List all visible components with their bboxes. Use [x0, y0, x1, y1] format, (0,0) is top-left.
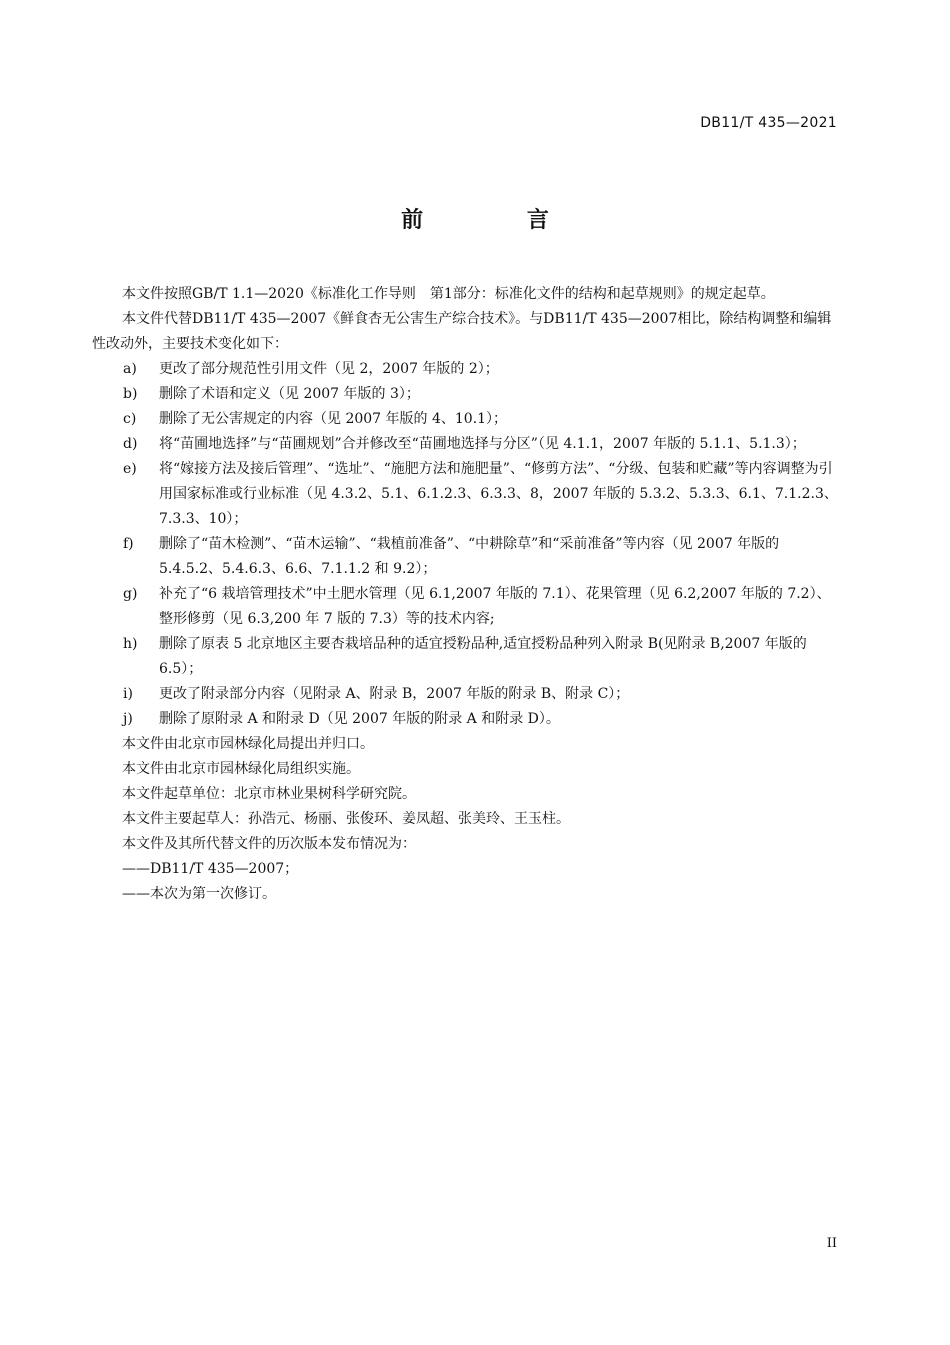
list-item [92, 532, 838, 582]
history-item: ——DB11/T 435—2007； [122, 861, 299, 877]
list-item [92, 407, 838, 432]
list-item-text: 删除了原表 5 北京地区主要杏栽培品种的适宜授粉品种,适宜授粉品种列入附录 B(见附录 B,2007 年版的 6.5）； [159, 636, 807, 677]
list-item [92, 382, 838, 407]
list-marker: d) [123, 436, 138, 452]
document-code: DB11/T 435—2021 [700, 115, 837, 131]
list-marker: h) [123, 636, 138, 652]
list-marker: e) [123, 461, 137, 477]
list-marker: g) [123, 586, 138, 602]
page-number: II [826, 1236, 837, 1251]
list-item-text: 将“苗圃地选择”与“苗圃规划”合并修改至“苗圃地选择与分区”（见 4.1.1，2007 年版的 5.1.1、5.1.3）； [159, 436, 806, 452]
list-item-text: 更改了附录部分内容（见附录 A、附录 B，2007 年版的附录 B、附录 C）； [159, 686, 630, 702]
list-item-text: 更改了部分规范性引用文件（见 2，2007 年版的 2）； [159, 361, 499, 377]
list-item-text: 删除了术语和定义（见 2007 年版的 3）； [159, 386, 420, 402]
list-marker: c) [123, 411, 137, 427]
list-item-text: 删除了无公害规定的内容（见 2007 年版的 4、10.1）； [159, 411, 508, 427]
list-item-text: 删除了原附录 A 和附录 D（见 2007 年版的附录 A 和附录 D）。 [159, 711, 560, 727]
paragraph-drafting-unit: 本文件起草单位：北京市林业果树科学研究院。 [122, 786, 416, 802]
list-marker: f) [123, 536, 134, 552]
foreword-body [92, 282, 838, 907]
list-item [92, 632, 838, 682]
list-item [92, 457, 838, 532]
list-marker: b) [123, 386, 138, 402]
page-title: 前 言 [401, 208, 597, 233]
list-item-text: 将“嫁接方法及接后管理”、“选址”、“施肥方法和施肥量”、“修剪方法”、“分级、包装和贮藏”等内容调整为引用国家标准或行业标准（见 4.3.2、5.1、6.1.2.3、6.3.3、8，2007 年版的 5.3.2、5.3.3、6.1、7.1.2.3、7.3.3、10）； [159, 461, 838, 527]
list-item [92, 357, 838, 382]
paragraph-history: 本文件及其所代替文件的历次版本发布情况为： [122, 836, 416, 852]
history-item: ——本次为第一次修订。 [122, 886, 276, 902]
list-item [92, 682, 838, 707]
list-marker: i) [123, 686, 133, 702]
paragraph-proposer: 本文件由北京市园林绿化局提出并归口。 [122, 736, 374, 752]
list-item-text: 补充了“6 栽培管理技术”中土肥水管理（见 6.1,2007 年版的 7.1）、花果管理（见 6.2,2007 年版的 7.2）、整形修剪（见 6.3,200 年 7 版的 7.3）等的技术内容; [159, 586, 831, 627]
list-item [92, 707, 838, 732]
paragraph-drafting-rule: 本文件按照GB/T 1.1—2020《标准化工作导则 第1部分：标准化文件的结构和起草规则》的规定起草。 [122, 286, 775, 302]
list-marker: j) [123, 711, 133, 727]
paragraph-replacement: 本文件代替DB11/T 435—2007《鲜食杏无公害生产综合技术》。与DB11/T 435—2007相比，除结构调整和编辑性改动外，主要技术变化如下： [92, 311, 832, 352]
list-item-text: 删除了“苗木检测”、“苗木运输”、“栽植前准备”、“中耕除草”和“采前准备”等内容（见 2007 年版的 5.4.5.2、5.4.6.3、6.6、7.1.1.2 和 9.2）； [159, 536, 780, 577]
changes-list [92, 357, 838, 732]
list-item [92, 432, 838, 457]
list-item [92, 582, 838, 632]
list-marker: a) [123, 361, 137, 377]
paragraph-implementer: 本文件由北京市园林绿化局组织实施。 [122, 761, 360, 777]
paragraph-drafters: 本文件主要起草人：孙浩元、杨丽、张俊环、姜凤超、张美玲、王玉柱。 [122, 811, 570, 827]
